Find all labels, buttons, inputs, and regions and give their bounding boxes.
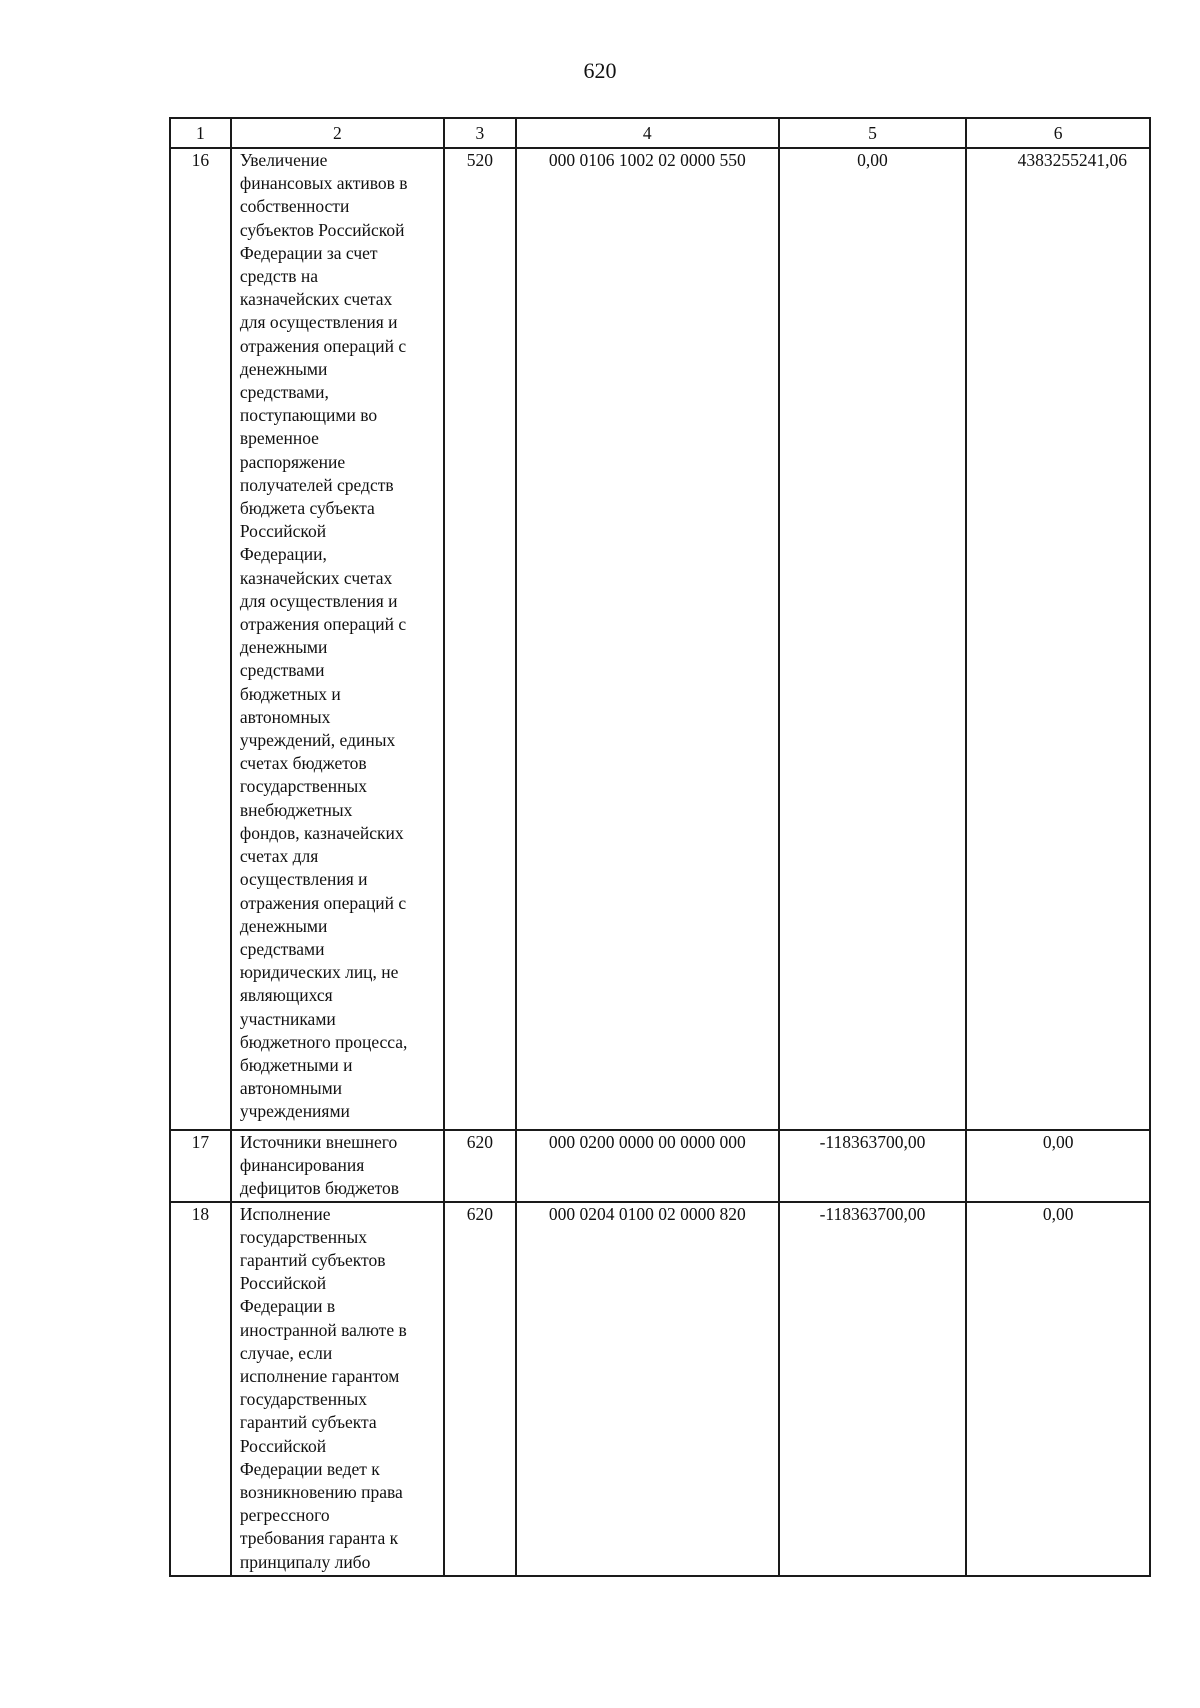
row-value-6: 0,00 xyxy=(966,1202,1150,1576)
table-row xyxy=(170,1202,1150,1576)
header-col-2: 2 xyxy=(231,118,444,148)
table-header-row xyxy=(170,118,1150,148)
row-number: 17 xyxy=(170,1130,231,1202)
budget-sources-table xyxy=(169,117,1151,1577)
row-number: 16 xyxy=(170,148,231,1130)
header-col-5: 5 xyxy=(779,118,967,148)
page-number: 620 xyxy=(583,58,617,83)
header-col-6: 6 xyxy=(966,118,1150,148)
row-number: 18 xyxy=(170,1202,231,1576)
header-col-4: 4 xyxy=(516,118,779,148)
row-kbk-code: 000 0106 1002 02 0000 550 xyxy=(516,148,779,1130)
row-description: Источники внешнего финансирования дефицитов бюджетов xyxy=(231,1130,444,1202)
row-value-6: 0,00 xyxy=(966,1130,1150,1202)
row-value-5: -118363700,00 xyxy=(779,1202,967,1576)
row-line-code: 620 xyxy=(444,1130,516,1202)
table-row xyxy=(170,1130,1150,1202)
row-value-5: -118363700,00 xyxy=(779,1130,967,1202)
header-col-3: 3 xyxy=(444,118,516,148)
row-kbk-code: 000 0204 0100 02 0000 820 xyxy=(516,1202,779,1576)
data-table-container xyxy=(169,117,1151,1577)
row-line-code: 520 xyxy=(444,148,516,1130)
row-description: Увеличение финансовых активов в собственности субъектов Российской Федерации за счет средств на казначейских счетах для осуществления и отражения операций с денежными средствами, поступающими во временное распоряжение получателей средств бюджета субъекта Российской Федерации, казначейских счетах для осуществления и отражения операций с денежными средствами бюджетных и автономных учреждений, единых счетах бюджетов государственных внебюджетных фондов, казначейских счетах для осуществления и отражения операций с денежными средствами юридических лиц, не являющихся участниками бюджетного процесса, бюджетными и автономными учреждениями xyxy=(231,148,444,1130)
row-kbk-code: 000 0200 0000 00 0000 000 xyxy=(516,1130,779,1202)
row-description: Исполнение государственных гарантий субъектов Российской Федерации в иностранной валюте в случае, если исполнение гарантом государственных гарантий субъекта Российской Федерации ведет к возникновению права регрессного требования гаранта к принципалу либо xyxy=(231,1202,444,1576)
header-col-1: 1 xyxy=(170,118,231,148)
table-row xyxy=(170,148,1150,1130)
row-value-5: 0,00 xyxy=(779,148,967,1130)
row-value-6: 4383255241,06 xyxy=(966,148,1150,1130)
row-line-code: 620 xyxy=(444,1202,516,1576)
